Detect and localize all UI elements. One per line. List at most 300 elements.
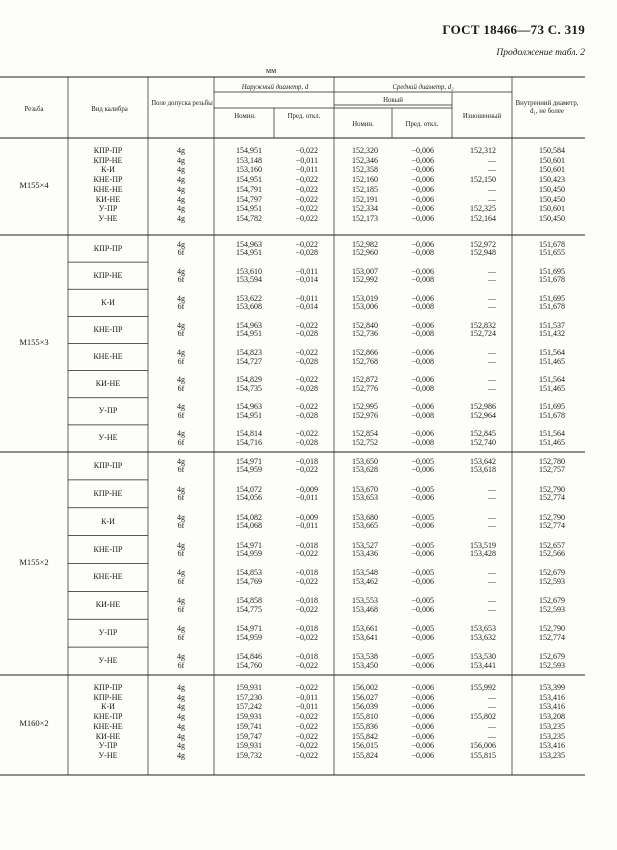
mean-diameter-deviation: −0,006 [411,293,434,303]
outer-diameter-deviation: −0,011 [295,266,318,276]
worn-diameter: — [488,493,496,503]
gauge-type: К-И [101,516,115,526]
tolerance-field: 6f [177,437,185,447]
mean-diameter-deviation: −0,006 [411,213,434,223]
outer-diameter-nominal: 153,610 [236,266,262,276]
mean-diameter-nominal: 152,840 [352,320,378,330]
outer-diameter-nominal: 154,951 [236,248,262,258]
worn-diameter: — [488,702,496,712]
worn-diameter: 152,740 [470,437,496,447]
inner-diameter: 152,790 [539,512,565,522]
inner-diameter: 150,601 [539,155,565,165]
gauge-type: К-И [101,702,115,712]
tolerance-field: 4g [177,731,185,741]
mean-diameter-nominal: 152,185 [352,184,378,194]
thread-designation: М155×4 [19,179,49,190]
thread-designation: М155×2 [19,556,49,567]
gauge-type: КНЕ-ПР [93,175,123,185]
tolerance-field: 6f [177,493,185,503]
mean-diameter-deviation: −0,008 [411,302,434,312]
outer-diameter-deviation: −0,022 [295,750,318,760]
worn-diameter: 152,948 [470,248,496,258]
outer-diameter-deviation: −0,018 [295,652,318,662]
inner-diameter: 152,757 [539,465,565,475]
tolerance-field: 6f [177,383,185,393]
mean-diameter-nominal: 153,553 [352,596,378,606]
outer-diameter-deviation: −0,018 [295,568,318,578]
outer-diameter-deviation: −0,022 [295,194,318,204]
mean-diameter-deviation: −0,005 [411,512,434,522]
mean-diameter-nominal: 152,854 [352,429,378,439]
mean-diameter-nominal: 152,976 [352,410,378,420]
outer-diameter-deviation: −0,009 [295,484,318,494]
mean-diameter-deviation: −0,005 [411,652,434,662]
worn-diameter: — [488,692,496,702]
mean-diameter-deviation: −0,006 [411,750,434,760]
col-worn-header: Изношенный [462,113,502,120]
outer-diameter-nominal: 154,963 [236,320,262,330]
outer-diameter-deviation: −0,022 [295,348,318,358]
mean-diameter-nominal: 153,468 [352,604,378,614]
col-outer-nominal-header: Номин. [234,113,256,120]
gauge-type: КИ-НЕ [95,379,121,389]
outer-diameter-nominal: 154,068 [236,521,262,531]
mean-diameter-nominal: 153,019 [352,293,378,303]
mean-diameter-nominal: 152,173 [352,213,378,223]
outer-diameter-deviation: −0,028 [295,410,318,420]
mean-diameter-deviation: −0,006 [411,702,434,712]
worn-diameter: 153,428 [470,549,496,559]
tolerance-field: 4g [177,204,185,214]
mean-diameter-nominal: 152,736 [352,329,378,339]
worn-diameter: — [488,568,496,578]
outer-diameter-nominal: 159,741 [236,721,262,731]
outer-diameter-deviation: −0,022 [295,429,318,439]
worn-diameter: 152,832 [470,320,496,330]
gauge-type: КПР-ПР [93,683,123,692]
inner-diameter: 152,566 [539,549,565,559]
worn-diameter: — [488,521,496,531]
mean-diameter-deviation: −0,006 [411,155,434,165]
gauge-type: У-ПР [98,741,118,751]
inner-diameter: 153,416 [539,741,565,751]
inner-diameter: 152,780 [539,456,565,466]
worn-diameter: — [488,194,496,204]
inner-diameter: 151,465 [539,356,565,366]
mean-diameter-deviation: −0,005 [411,456,434,466]
inner-diameter: 151,537 [539,320,565,330]
mean-diameter-deviation: −0,008 [411,437,434,447]
mean-diameter-nominal: 152,982 [352,239,378,249]
mean-diameter-nominal: 153,548 [352,568,378,578]
tolerance-field: 4g [177,165,185,175]
tolerance-field: 4g [177,652,185,662]
outer-diameter-nominal: 154,853 [236,568,262,578]
worn-diameter: — [488,375,496,385]
worn-diameter: 153,530 [470,652,496,662]
tolerance-field: 6f [177,302,185,312]
worn-diameter: — [488,604,496,614]
outer-diameter-deviation: −0,022 [295,320,318,330]
mean-diameter-nominal: 152,358 [352,165,378,175]
mean-diameter-deviation: −0,006 [411,375,434,385]
outer-diameter-deviation: −0,028 [295,248,318,258]
tolerance-field: 6f [177,660,185,670]
tolerance-field: 4g [177,712,185,722]
mean-diameter-nominal: 155,810 [352,712,378,722]
mean-diameter-deviation: −0,008 [411,356,434,366]
worn-diameter: 152,845 [470,429,496,439]
inner-diameter: 151,695 [539,293,565,303]
outer-diameter-nominal: 154,971 [236,624,262,634]
gauge-type: КНЕ-ПР [93,712,123,722]
mean-diameter-nominal: 152,768 [352,356,378,366]
outer-diameter-deviation: −0,022 [295,184,318,194]
mean-diameter-nominal: 152,866 [352,348,378,358]
mean-diameter-nominal: 156,002 [352,683,378,692]
outer-diameter-nominal: 154,769 [236,576,262,586]
worn-diameter: 152,164 [470,213,496,223]
col-inner-diameter-header: Внутренний диаметр, d₁, не более [515,100,579,115]
worn-diameter: — [488,302,496,312]
worn-diameter: 153,519 [470,540,496,550]
inner-diameter: 152,774 [539,632,565,642]
tolerance-field: 4g [177,568,185,578]
outer-diameter-nominal: 159,931 [236,741,262,751]
inner-diameter: 152,790 [539,624,565,634]
worn-diameter: — [488,275,496,285]
outer-diameter-nominal: 154,951 [236,204,262,214]
mean-diameter-nominal: 153,628 [352,465,378,475]
tolerance-field: 4g [177,702,185,712]
mean-diameter-deviation: −0,006 [411,165,434,175]
mean-diameter-nominal: 152,776 [352,383,378,393]
inner-diameter: 151,465 [539,437,565,447]
tolerance-field: 4g [177,184,185,194]
outer-diameter-nominal: 153,160 [236,165,262,175]
tolerance-field: 4g [177,692,185,702]
thread-designation: М160×2 [19,718,49,728]
mean-diameter-nominal: 153,450 [352,660,378,670]
mean-diameter-nominal: 153,007 [352,266,378,276]
inner-diameter: 153,208 [539,712,565,722]
worn-diameter: — [488,184,496,194]
mean-diameter-deviation: −0,008 [411,410,434,420]
mean-diameter-deviation: −0,006 [411,683,434,692]
tolerance-field: 6f [177,329,185,339]
mean-diameter-nominal: 152,872 [352,375,378,385]
tolerance-field: 4g [177,624,185,634]
worn-diameter: 155,802 [470,712,496,722]
inner-diameter: 151,678 [539,239,565,249]
inner-diameter: 153,416 [539,702,565,712]
table-continuation-label: Продолжение табл. 2 [496,48,585,58]
outer-diameter-nominal: 154,951 [236,146,262,155]
outer-diameter-deviation: −0,018 [295,624,318,634]
worn-diameter: — [488,155,496,165]
outer-diameter-nominal: 159,747 [236,731,262,741]
inner-diameter: 150,601 [539,165,565,175]
mean-diameter-nominal: 152,960 [352,248,378,258]
inner-diameter: 152,774 [539,493,565,503]
mean-diameter-deviation: −0,006 [411,348,434,358]
outer-diameter-nominal: 153,148 [236,155,262,165]
outer-diameter-deviation: −0,011 [295,702,318,712]
outer-diameter-deviation: −0,028 [295,437,318,447]
gauge-type: У-ПР [98,204,118,214]
mean-diameter-deviation: −0,006 [411,175,434,185]
worn-diameter: — [488,596,496,606]
outer-diameter-nominal: 153,608 [236,302,262,312]
page-title: ГОСТ 18466—73 С. 319 [442,22,585,37]
mean-diameter-nominal: 155,836 [352,721,378,731]
tolerance-field: 6f [177,632,185,642]
worn-diameter: 152,724 [470,329,496,339]
worn-diameter: 152,325 [470,204,496,214]
worn-diameter: 155,992 [470,683,496,692]
mean-diameter-deviation: −0,005 [411,624,434,634]
col-tolerance-header: Поле допуска резьбы [151,100,213,107]
outer-diameter-deviation: −0,018 [295,456,318,466]
gauge-type: У-НЕ [98,213,118,223]
outer-diameter-deviation: −0,009 [295,512,318,522]
mean-diameter-deviation: −0,005 [411,484,434,494]
outer-diameter-nominal: 153,622 [236,293,262,303]
mean-diameter-nominal: 156,039 [352,702,378,712]
unit-label: мм [266,66,277,75]
inner-diameter: 150,450 [539,184,565,194]
inner-diameter: 152,593 [539,660,565,670]
gauge-type: К-И [101,297,115,307]
mean-diameter-nominal: 152,334 [352,204,378,214]
outer-diameter-nominal: 154,823 [236,348,262,358]
tolerance-field: 4g [177,721,185,731]
outer-diameter-nominal: 157,242 [236,702,262,712]
inner-diameter: 152,679 [539,596,565,606]
outer-diameter-nominal: 154,959 [236,465,262,475]
outer-diameter-nominal: 154,782 [236,213,262,223]
gauge-type: У-НЕ [98,656,118,666]
mean-diameter-deviation: −0,005 [411,540,434,550]
tolerance-field: 4g [177,375,185,385]
mean-diameter-nominal: 153,436 [352,549,378,559]
col-mean-nominal-header: Номин. [352,121,374,128]
gauge-type: К-И [101,165,115,175]
tolerance-field: 4g [177,741,185,751]
outer-diameter-deviation: −0,011 [295,493,318,503]
mean-diameter-nominal: 153,538 [352,652,378,662]
mean-diameter-nominal: 153,462 [352,576,378,586]
outer-diameter-nominal: 154,971 [236,540,262,550]
worn-diameter: — [488,293,496,303]
worn-diameter: 152,964 [470,410,496,420]
tolerance-field: 4g [177,429,185,439]
outer-diameter-deviation: −0,022 [295,632,318,642]
tolerance-field: 6f [177,410,185,420]
outer-diameter-nominal: 154,775 [236,604,262,614]
tolerance-field: 4g [177,348,185,358]
mean-diameter-nominal: 153,680 [352,512,378,522]
outer-diameter-nominal: 154,056 [236,493,262,503]
gauge-type: КИ-НЕ [95,600,121,610]
gauge-type: КИ-НЕ [95,194,121,204]
outer-diameter-deviation: −0,022 [295,683,318,692]
tolerance-field: 4g [177,596,185,606]
gauge-type: КПР-ПР [93,243,123,253]
tolerance-field: 6f [177,465,185,475]
outer-diameter-nominal: 154,963 [236,239,262,249]
inner-diameter: 153,399 [539,683,565,692]
outer-diameter-nominal: 154,858 [236,596,262,606]
outer-diameter-nominal: 154,716 [236,437,262,447]
mean-diameter-nominal: 155,842 [352,731,378,741]
col-outer-diameter-header: Наружный диаметр, d [241,84,309,91]
outer-diameter-deviation: −0,011 [295,165,318,175]
inner-diameter: 153,416 [539,692,565,702]
outer-diameter-deviation: −0,022 [295,549,318,559]
inner-diameter: 152,679 [539,652,565,662]
worn-diameter: — [488,512,496,522]
outer-diameter-nominal: 154,082 [236,512,262,522]
outer-diameter-deviation: −0,028 [295,329,318,339]
tolerance-field: 4g [177,194,185,204]
outer-diameter-deviation: −0,028 [295,356,318,366]
gauge-type: У-НЕ [98,433,118,443]
mean-diameter-nominal: 155,824 [352,750,378,760]
tolerance-field: 4g [177,683,185,692]
outer-diameter-nominal: 154,959 [236,549,262,559]
gauge-type: КИ-НЕ [95,731,121,741]
outer-diameter-nominal: 157,230 [236,692,262,702]
outer-diameter-deviation: −0,022 [295,741,318,751]
outer-diameter-nominal: 154,735 [236,383,262,393]
outer-diameter-nominal: 159,732 [236,750,262,760]
worn-diameter: — [488,383,496,393]
gauge-type: КПР-НЕ [93,692,123,702]
outer-diameter-nominal: 154,791 [236,184,262,194]
inner-diameter: 152,657 [539,540,565,550]
inner-diameter: 151,655 [539,248,565,258]
gauge-type: КНЕ-НЕ [93,572,123,582]
worn-diameter: 153,632 [470,632,496,642]
outer-diameter-nominal: 153,594 [236,275,262,285]
mean-diameter-deviation: −0,008 [411,248,434,258]
mean-diameter-deviation: −0,006 [411,712,434,722]
col-mean-dev-header: Пред. откл. [405,121,439,128]
mean-diameter-nominal: 153,006 [352,302,378,312]
inner-diameter: 152,593 [539,576,565,586]
tolerance-field: 6f [177,356,185,366]
outer-diameter-nominal: 154,963 [236,402,262,412]
tolerance-field: 4g [177,402,185,412]
outer-diameter-nominal: 154,951 [236,175,262,185]
tolerance-field: 4g [177,512,185,522]
outer-diameter-nominal: 154,951 [236,410,262,420]
gauge-type: КПР-НЕ [93,155,123,165]
tolerance-field: 6f [177,604,185,614]
mean-diameter-deviation: −0,005 [411,568,434,578]
mean-diameter-deviation: −0,006 [411,493,434,503]
mean-diameter-nominal: 156,027 [352,692,378,702]
mean-diameter-deviation: −0,006 [411,660,434,670]
mean-diameter-deviation: −0,008 [411,329,434,339]
mean-diameter-nominal: 153,650 [352,456,378,466]
worn-diameter: — [488,576,496,586]
outer-diameter-nominal: 154,760 [236,660,262,670]
col-thread-header: Резьба [24,106,44,113]
outer-diameter-deviation: −0,022 [295,721,318,731]
outer-diameter-deviation: −0,022 [295,213,318,223]
inner-diameter: 151,678 [539,410,565,420]
gauge-type: У-ПР [98,406,118,416]
outer-diameter-nominal: 154,971 [236,456,262,466]
mean-diameter-deviation: −0,008 [411,275,434,285]
mean-diameter-deviation: −0,006 [411,731,434,741]
mean-diameter-deviation: −0,006 [411,721,434,731]
inner-diameter: 151,695 [539,266,565,276]
col-mean-diameter-header: Средний диаметр, d₂ [392,84,454,91]
tolerance-field: 4g [177,146,185,155]
worn-diameter: — [488,731,496,741]
mean-diameter-deviation: −0,006 [411,521,434,531]
outer-diameter-nominal: 154,951 [236,329,262,339]
mean-diameter-deviation: −0,006 [411,549,434,559]
mean-diameter-nominal: 156,015 [352,741,378,751]
gauge-type: КПР-НЕ [93,488,123,498]
inner-diameter: 153,235 [539,750,565,760]
worn-diameter: 153,618 [470,465,496,475]
mean-diameter-deviation: −0,006 [411,184,434,194]
tolerance-field: 6f [177,549,185,559]
outer-diameter-deviation: −0,011 [295,293,318,303]
outer-diameter-deviation: −0,018 [295,540,318,550]
outer-diameter-deviation: −0,022 [295,660,318,670]
outer-diameter-deviation: −0,011 [295,692,318,702]
outer-diameter-deviation: −0,022 [295,731,318,741]
mean-diameter-nominal: 153,670 [352,484,378,494]
inner-diameter: 152,679 [539,568,565,578]
outer-diameter-nominal: 154,829 [236,375,262,385]
tolerance-field: 4g [177,213,185,223]
mean-diameter-deviation: −0,006 [411,204,434,214]
outer-diameter-deviation: −0,022 [295,402,318,412]
inner-diameter: 153,235 [539,721,565,731]
mean-diameter-nominal: 152,992 [352,275,378,285]
col-gauge-header: Вид калибра [91,106,128,113]
mean-diameter-deviation: −0,006 [411,239,434,249]
mean-diameter-deviation: −0,006 [411,741,434,751]
inner-diameter: 151,564 [539,348,565,358]
outer-diameter-deviation: −0,022 [295,204,318,214]
mean-diameter-deviation: −0,008 [411,383,434,393]
tolerance-field: 4g [177,266,185,276]
mean-diameter-deviation: −0,006 [411,465,434,475]
worn-diameter: 152,150 [470,175,496,185]
worn-diameter: — [488,356,496,366]
worn-diameter: 152,972 [470,239,496,249]
inner-diameter: 151,432 [539,329,565,339]
mean-diameter-deviation: −0,006 [411,576,434,586]
gauge-type: КНЕ-ПР [93,324,123,334]
outer-diameter-deviation: −0,014 [295,302,318,312]
gauge-type: КНЕ-ПР [93,544,123,554]
outer-diameter-deviation: −0,022 [295,146,318,155]
mean-diameter-deviation: −0,006 [411,402,434,412]
outer-diameter-deviation: −0,028 [295,383,318,393]
mean-diameter-nominal: 153,665 [352,521,378,531]
mean-diameter-nominal: 152,191 [352,194,378,204]
inner-diameter: 151,564 [539,375,565,385]
